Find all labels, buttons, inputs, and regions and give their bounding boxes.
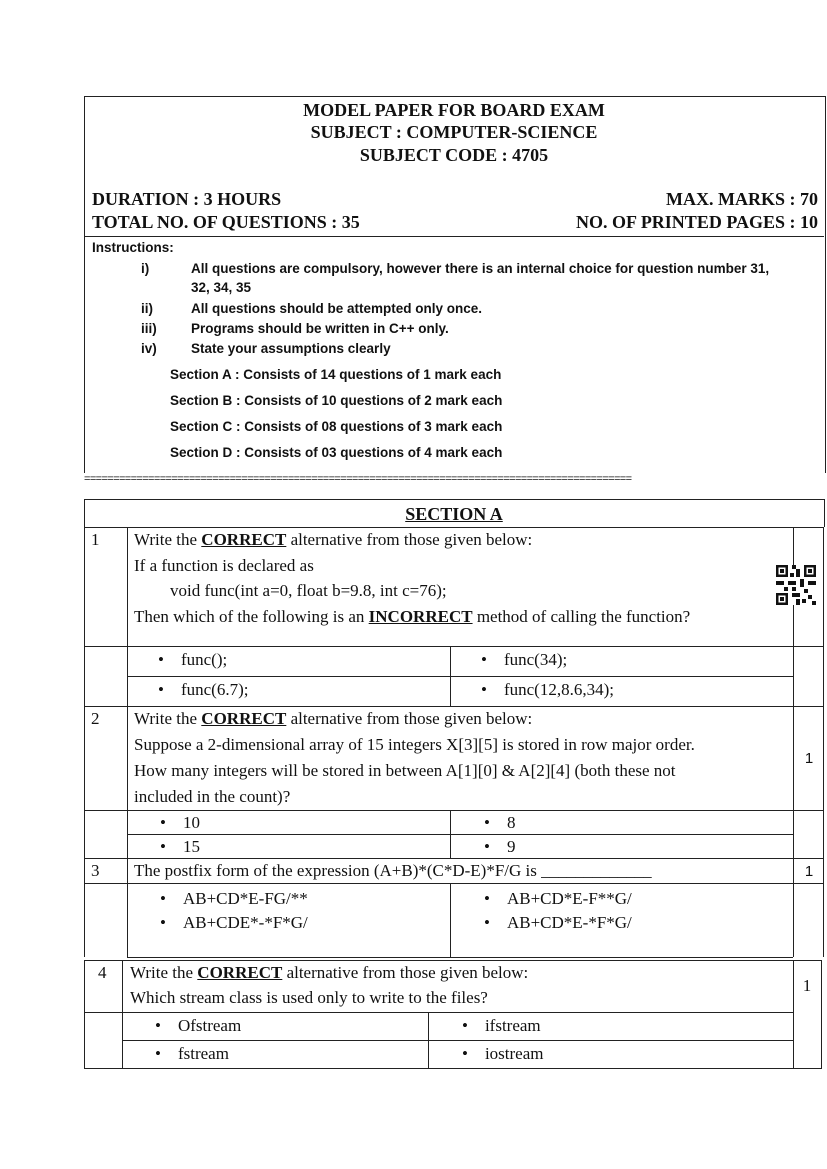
q1-line2: If a function is declared as (134, 556, 314, 575)
instruction-text-1-cont: 32, 34, 35 (191, 280, 252, 295)
q2-pre: Write the (134, 709, 202, 728)
q2-option-d: • 9 (484, 837, 516, 856)
q2-option-a: • 10 (160, 813, 200, 832)
instruction-num-2: ii) (141, 301, 153, 316)
q1-option-a-text: func(); (180, 650, 228, 669)
table-border-left (84, 499, 85, 957)
q1-option-d: • func(12,8.6,34); (481, 680, 614, 699)
table-line (84, 1068, 822, 1069)
instruction-num-3: iii) (141, 321, 157, 336)
table-line (84, 527, 824, 528)
section-title: SECTION A (405, 504, 503, 524)
q4-pre: Write the (130, 963, 198, 982)
q2-option-b-text: 8 (506, 813, 516, 832)
q1-keyword: CORRECT (201, 530, 287, 549)
q4-option-c-text: fstream (177, 1044, 229, 1063)
table-line (84, 646, 824, 647)
section-top-border (84, 499, 824, 500)
q2-keyword: CORRECT (201, 709, 287, 728)
section-d-info: Section D : Consists of 03 questions of 4 mark each (170, 445, 503, 460)
q1-option-a: • func(); (158, 650, 228, 669)
q1-line3: void func(int a=0, float b=9.8, int c=76); (170, 581, 447, 600)
q1-line4 (134, 607, 690, 627)
section-b-info: Section B : Consists of 10 questions of 2 mark each (170, 393, 503, 408)
number-column-divider (127, 527, 128, 957)
q1-pre: Write the (134, 530, 202, 549)
table-line (821, 960, 822, 1068)
total-questions: TOTAL NO. OF QUESTIONS : 35 (92, 212, 360, 232)
q2-line2: Suppose a 2-dimensional array of 15 integers X[3][5] is stored in row major order. (134, 735, 695, 754)
table-line (127, 834, 793, 835)
q1-post: alternative from those given below: (286, 530, 533, 549)
q4-option-a: • Ofstream (155, 1016, 242, 1035)
instruction-text-4: State your assumptions clearly (191, 341, 391, 356)
table-line (84, 960, 85, 1068)
q3-option-d: • AB+CD*E-*F*G/ (484, 913, 632, 932)
table-border-right (823, 527, 824, 957)
q4-option-d-text: iostream (484, 1044, 544, 1063)
q3-option-b-text: AB+CD*E-F**G/ (506, 889, 632, 908)
q3-marks: 1 (804, 863, 814, 880)
q1-option-c: • func(6.7); (158, 680, 249, 699)
instruction-num-1: i) (141, 261, 150, 276)
table-line (122, 1040, 793, 1041)
q2-option-c: • 15 (160, 837, 200, 856)
q2-marks: 1 (804, 750, 814, 767)
max-marks: MAX. MARKS : 70 (666, 189, 818, 209)
q4-number: 4 (98, 963, 107, 982)
table-line (122, 960, 123, 1068)
q4-marks: 1 (802, 976, 812, 995)
q3-option-c: • AB+CDE*-*F*G/ (160, 913, 308, 932)
q4-option-c: • fstream (155, 1044, 229, 1063)
q3-option-b: • AB+CD*E-F**G/ (484, 889, 632, 908)
section-c-info: Section C : Consists of 08 questions of 3 mark each (170, 419, 503, 434)
subject-line: SUBJECT : COMPUTER-SCIENCE (310, 122, 598, 142)
instruction-text-2: All questions should be attempted only once. (191, 301, 483, 316)
q3-option-d-text: AB+CD*E-*F*G/ (506, 913, 632, 932)
q4-option-b-text: ifstream (484, 1016, 541, 1035)
q2-option-b: • 8 (484, 813, 516, 832)
table-line (84, 810, 824, 811)
q1-number: 1 (91, 530, 100, 549)
table-line (84, 883, 824, 884)
q2-option-d-text: 9 (506, 837, 516, 856)
q4-keyword: CORRECT (197, 963, 283, 982)
table-border-right (824, 499, 825, 527)
q1-option-d-text: func(12,8.6,34); (503, 680, 614, 699)
subject-code: SUBJECT CODE : 4705 (359, 145, 549, 165)
table-line (84, 1012, 793, 1013)
q1-line4-pre: Then which of the following is an (134, 607, 369, 626)
q1-option-b-text: func(34); (503, 650, 568, 669)
q2-line4: included in the count)? (134, 787, 291, 806)
q4-post: alternative from those given below: (282, 963, 529, 982)
q3-option-a: • AB+CD*E-FG/** (160, 889, 308, 908)
duration: DURATION : 3 HOURS (92, 189, 282, 209)
table-line (84, 858, 824, 859)
q3-number: 3 (91, 861, 100, 880)
table-line (84, 706, 824, 707)
q4-option-b: • ifstream (462, 1016, 541, 1035)
instruction-text-3: Programs should be written in C++ only. (191, 321, 449, 336)
header-divider (84, 236, 824, 237)
q2-line1 (134, 709, 532, 729)
q1-line4-keyword: INCORRECT (368, 607, 473, 626)
q2-line3: How many integers will be stored in between A[1][0] & A[2][4] (both these not (134, 761, 676, 780)
table-line (428, 1012, 429, 1068)
q2-number: 2 (91, 709, 100, 728)
table-line (450, 883, 451, 957)
q1-line4-post: method of calling the function? (472, 607, 691, 626)
instruction-text-1: All questions are compulsory, however there is an internal choice for question number 31, (191, 261, 770, 276)
q1-option-b: • func(34); (481, 650, 568, 669)
q4-option-d: • iostream (462, 1044, 544, 1063)
q1-option-c-text: func(6.7); (180, 680, 249, 699)
q2-option-c-text: 15 (182, 837, 200, 856)
q2-post: alternative from those given below: (286, 709, 533, 728)
q3-option-c-text: AB+CDE*-*F*G/ (182, 913, 308, 932)
q1-line1 (134, 530, 532, 550)
section-a-info: Section A : Consists of 14 questions of 1 mark each (170, 367, 502, 382)
qr-code-icon (776, 565, 816, 605)
table-line (450, 646, 451, 706)
separator-line: ============================================================================================== (84, 473, 632, 485)
table-line (127, 957, 793, 958)
printed-pages: NO. OF PRINTED PAGES : 10 (575, 212, 818, 232)
q3-option-a-text: AB+CD*E-FG/** (182, 889, 308, 908)
table-line (127, 676, 793, 677)
table-line (84, 960, 822, 961)
q3-text: The postfix form of the expression (A+B)*(C*D-E)*F/G is _____________ (134, 861, 652, 880)
q4-line1 (130, 963, 528, 983)
table-line (450, 810, 451, 858)
q4-option-a-text: Ofstream (177, 1016, 242, 1035)
instruction-num-4: iv) (141, 341, 157, 356)
instructions-heading: Instructions: (92, 240, 174, 255)
q2-option-a-text: 10 (182, 813, 200, 832)
q4-line2: Which stream class is used only to write to the files? (130, 988, 488, 1007)
paper-title: MODEL PAPER FOR BOARD EXAM (303, 100, 605, 120)
